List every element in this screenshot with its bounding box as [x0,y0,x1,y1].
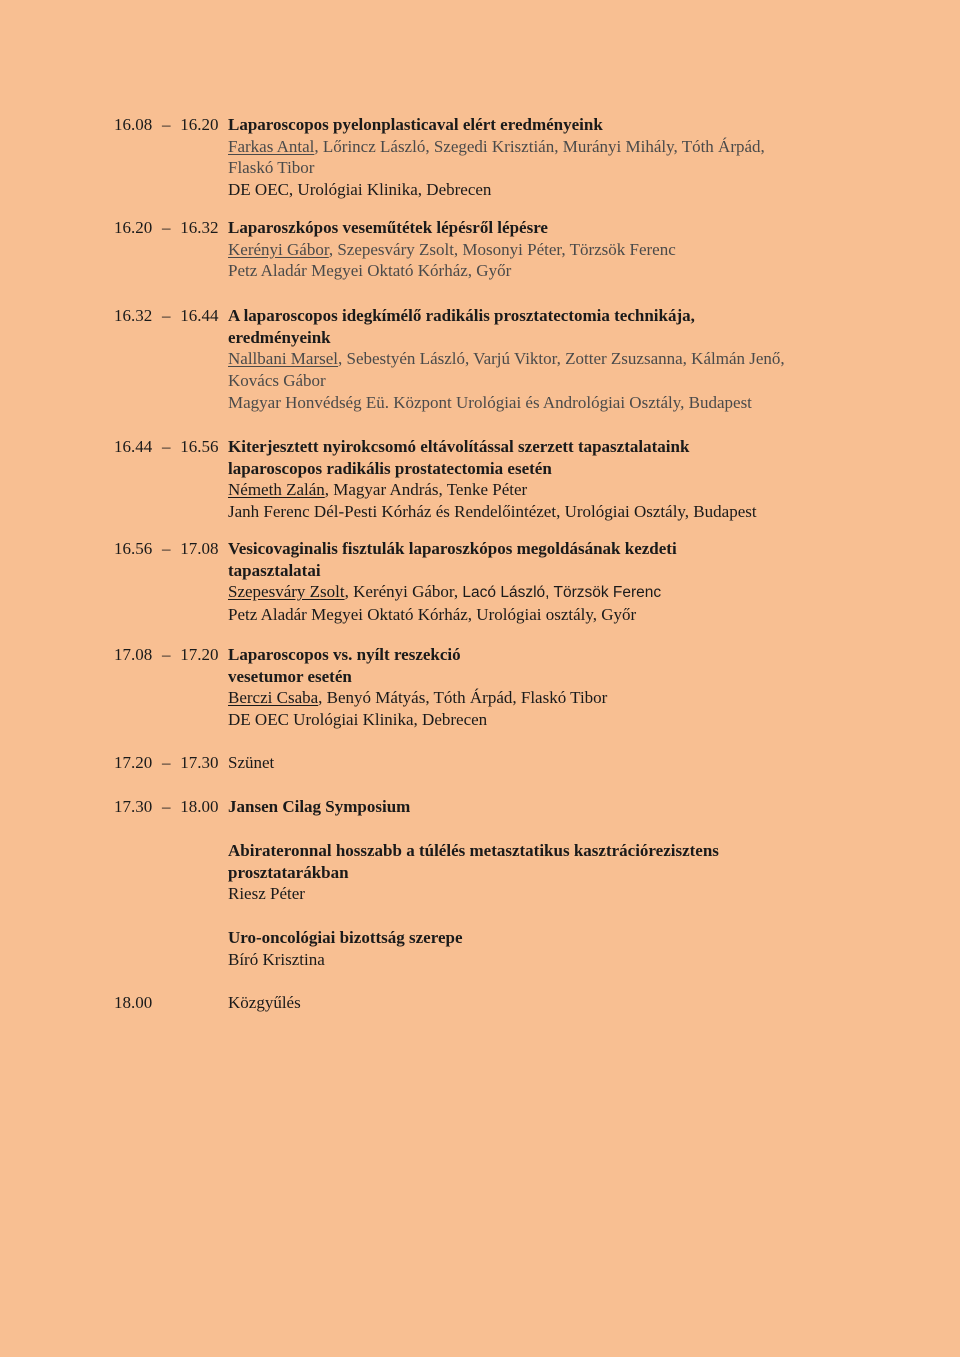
start-time: 17.08 [114,645,153,664]
start-time: 16.56 [114,539,153,558]
talk-title-continued: eredményeink [228,327,331,347]
time-slot: 16.32 – 16.44 [114,306,219,325]
time-slot [114,992,152,1014]
institution: DE OEC, Urológiai Klinika, Debrecen [228,180,492,200]
talk-title-continued: prosztatarákban [228,862,349,882]
time-slot: 17.30 – 18.00 [114,797,219,816]
assembly-label: Közgyűlés [228,993,301,1012]
start-time: 16.32 [114,306,153,325]
talk-title-continued: tapasztalatai [228,560,321,580]
start-time: 16.20 [114,218,153,237]
coauthors: , Magyar András, Tenke Péter [324,480,528,500]
time-slot: 16.20 – 16.32 [114,218,219,237]
time-slot: 17.08 – 17.20 [114,645,219,664]
end-time: 17.08 [180,539,219,558]
end-time: 16.44 [180,306,219,325]
start-time: 18.00 [114,993,153,1012]
symposium-talk [228,840,846,905]
coauthors: , Szepesváry Zsolt, Mosonyi Péter, Törzsök Ferenc [328,239,676,259]
presenter: Farkas Antal [228,136,315,156]
presenter: Szepesváry Zsolt [228,582,345,602]
authors [228,239,846,261]
talk-title: Abirateronnal hosszabb a túlélés metasztatikus kasztrációrezisztens [228,841,719,860]
talk-title: Kiterjesztett nyirokcsomó eltávolítással szerzett tapasztalataink [228,437,690,456]
presenter: Nallbani Marsel [228,349,338,369]
presenter: Németh Zalán [228,480,325,500]
speaker: Riesz Péter [228,884,305,904]
coauthors: , Kerényi Gábor, [344,582,463,602]
authors [228,348,846,370]
talk-title-continued: laparoscopos radikális prostatectomia esetén [228,458,552,478]
speaker: Bíró Krisztina [228,949,325,969]
institution: DE OEC Urológiai Klinika, Debrecen [228,710,488,730]
talk-title: Laparoszkópos veseműtétek lépésről lépésre [228,218,548,237]
end-time: 16.32 [180,218,219,237]
start-time: 17.20 [114,753,153,772]
end-time: 16.56 [180,437,219,456]
start-time: 16.44 [114,437,153,456]
talk-title: A laparoscopos idegkímélő radikális prosztatectomia technikája, [228,306,695,325]
institution: Petz Aladár Megyei Oktató Kórház, Győr [228,261,512,281]
start-time: 17.30 [114,797,153,816]
authors [228,136,846,158]
talk-title: Vesicovaginalis fisztulák laparoszkópos megoldásának kezdeti [228,539,677,558]
end-time: 17.30 [180,753,219,772]
time-slot: 16.56 – 17.08 [114,539,219,558]
coauthors-sans: Lacó László, Törzsök Ferenc [462,584,662,602]
coauthors: , Lőrincz László, Szegedi Krisztián, Murányi Mihály, Tóth Árpád, [314,136,765,156]
authors [228,479,846,501]
institution: Janh Ferenc Dél-Pesti Kórház és Rendelőintézet, Urológiai Osztály, Budapest [228,502,757,522]
coauthors: , Sebestyén László, Varjú Viktor, Zotter Zsuzsanna, Kálmán Jenő, [338,349,785,369]
authors [228,687,846,709]
authors [228,581,846,604]
institution: Petz Aladár Megyei Oktató Kórház, Urológiai osztály, Győr [228,605,637,625]
presenter: Kerényi Gábor [228,239,329,259]
start-time: 16.08 [114,115,153,134]
break-label: Szünet [228,753,275,772]
coauthors-continued: Kovács Gábor [228,371,326,391]
end-time: 16.20 [180,115,219,134]
time-slot: 17.20 – 17.30 [114,753,219,772]
coauthors: , Benyó Mátyás, Tóth Árpád, Flaskó Tibor [318,688,608,708]
talk-title: Uro-oncológiai bizottság szerepe [228,928,463,947]
time-slot: 16.08 – 16.20 [114,115,219,134]
talk-title-continued: vesetumor esetén [228,666,352,686]
time-slot: 16.44 – 16.56 [114,437,219,456]
symposium-talk [228,927,846,970]
coauthors-continued: Flaskó Tibor [228,158,315,178]
symposium-title: Jansen Cilag Symposium [228,797,411,816]
talk-title: Laparoscopos vs. nyílt reszekció [228,645,461,664]
end-time: 17.20 [180,645,219,664]
end-time: 18.00 [180,797,219,816]
presenter: Berczi Csaba [228,688,319,708]
talk-title: Laparoscopos pyelonplasticaval elért eredményeink [228,115,603,134]
institution: Magyar Honvédség Eü. Központ Urológiai és Andrológiai Osztály, Budapest [228,392,752,412]
